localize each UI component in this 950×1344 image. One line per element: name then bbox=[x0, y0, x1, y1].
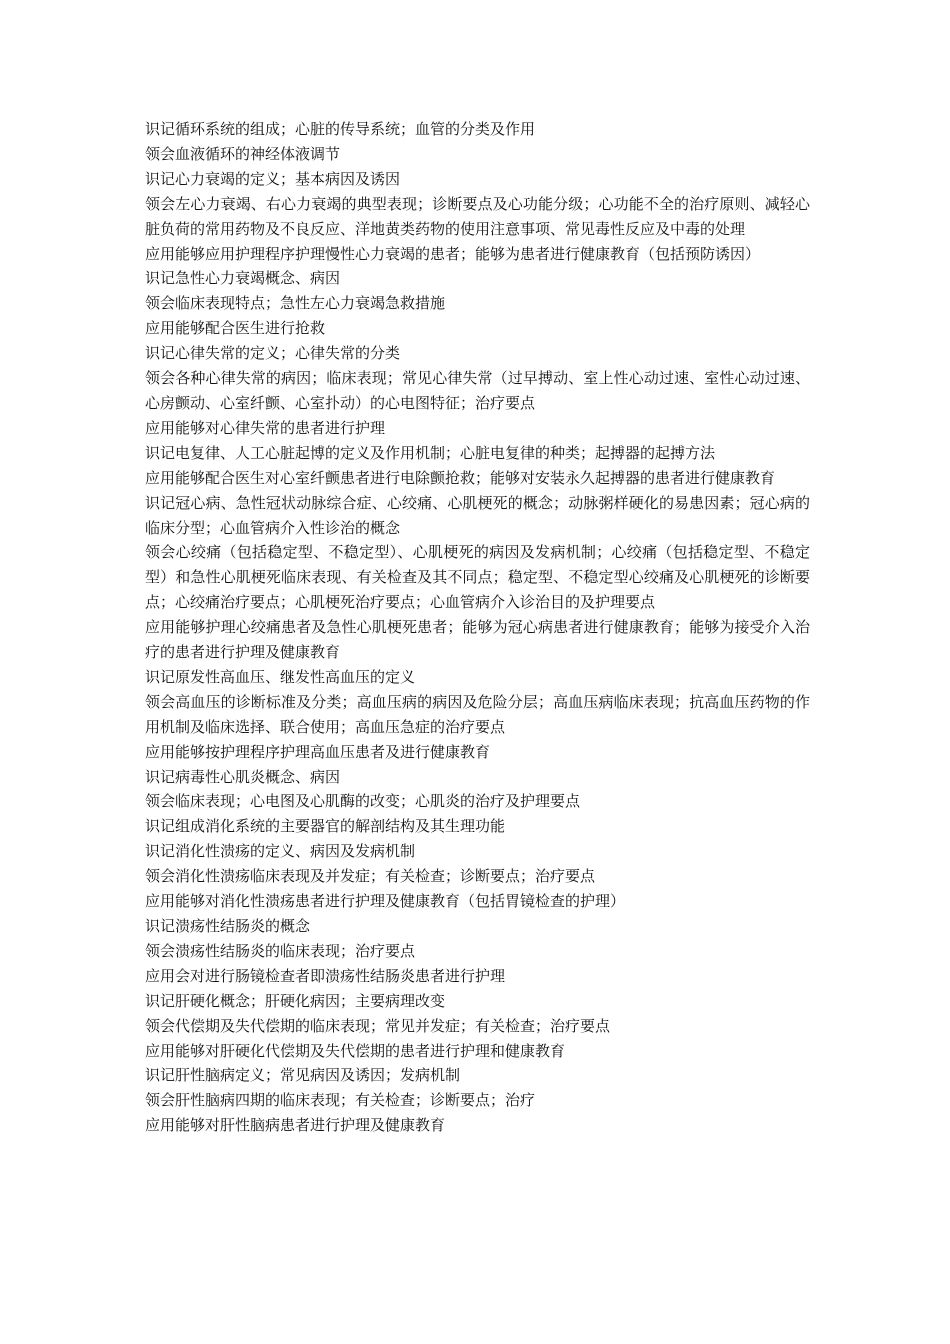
paragraph-blood-circulation-regulation: 领会血液循环的神经体液调节 bbox=[145, 144, 341, 163]
paragraph-peptic-ulcer-definition: 识记消化性溃疡的定义、病因及发病机制 bbox=[145, 842, 416, 861]
paragraph-arrhythmia-ecg: 领会各种心律失常的病因；临床表现；常见心律失常（过早搏动、室上性心动过速、室性心动过速、心房颤动、心室纤颤、心室扑动）的心电图特征；治疗要点 bbox=[145, 369, 810, 412]
paragraph-ulcerative-colitis-manifestations: 领会溃疡性结肠炎的临床表现；治疗要点 bbox=[145, 941, 416, 960]
document-page bbox=[145, 117, 810, 1138]
paragraph-hypertension-definition: 识记原发性高血压、继发性高血压的定义 bbox=[145, 667, 416, 686]
paragraph-cirrhosis-care: 应用能够对肝硬化代偿期及失代偿期的患者进行护理和健康教育 bbox=[145, 1041, 566, 1060]
paragraph-myocarditis-manifestations: 领会临床表现；心电图及心肌酶的改变；心肌炎的治疗及护理要点 bbox=[145, 792, 581, 811]
paragraph-rescue-cooperation: 应用能够配合医生进行抢救 bbox=[145, 319, 326, 338]
paragraph-coronary-disease-concepts: 识记冠心病、急性冠状动脉综合症、心绞痛、心肌梗死的概念；动脉粥样硬化的易患因素；冠心病的临床分型；心血管病介入性诊治的概念 bbox=[145, 493, 810, 537]
paragraph-ulcerative-colitis-concept: 识记溃疡性结肠炎的概念 bbox=[145, 917, 311, 935]
paragraph-peptic-ulcer-care: 应用能够对消化性溃疡患者进行护理及健康教育（包括胃镜检查的护理） bbox=[145, 892, 626, 911]
paragraph-hepatic-encephalopathy-care: 应用能够对肝性脑病患者进行护理及健康教育 bbox=[145, 1116, 446, 1135]
paragraph-digestive-system: 识记组成消化系统的主要器官的解剖结构及其生理功能 bbox=[145, 817, 506, 836]
paragraph-coronary-care: 应用能够护理心绞痛患者及急性心肌梗死患者；能够为冠心病患者进行健康教育；能够为接受介入治疗的患者进行护理及健康教育 bbox=[145, 618, 810, 662]
paragraph-heart-failure-definition: 识记心力衰竭的定义；基本病因及诱因 bbox=[145, 169, 401, 188]
paragraph-hypertension-diagnosis: 领会高血压的诊断标准及分类；高血压病的病因及危险分层；高血压病临床表现；抗高血压药物的作用机制及临床选择、联合使用；高血压急症的治疗要点 bbox=[145, 692, 810, 736]
paragraph-acute-heart-failure-concept: 识记急性心力衰竭概念、病因 bbox=[145, 269, 341, 288]
paragraph-hepatic-encephalopathy-definition: 识记肝性脑病定义；常见病因及诱因；发病机制 bbox=[145, 1066, 461, 1085]
paragraph-myocarditis-concept: 识记病毒性心肌炎概念、病因 bbox=[145, 767, 341, 786]
paragraph-heart-failure-manifestations: 领会左心力衰竭、右心力衰竭的典型表现；诊断要点及心功能分级；心功能不全的治疗原则、减轻心脏负荷的常用药物及不良反应、洋地黄类药物的使用注意事项、常见毒性反应及中毒的处理 bbox=[145, 194, 810, 238]
paragraph-cardioversion-pacing: 识记电复律、人工心脏起博的定义及作用机制；心脏电复律的种类；起搏器的起搏方法 bbox=[145, 443, 716, 462]
paragraph-defibrillation-rescue: 应用能够配合医生对心室纤颤患者进行电除颤抢救；能够对安装永久起搏器的患者进行健康教育 bbox=[145, 468, 776, 487]
paragraph-peptic-ulcer-manifestations: 领会消化性溃疡临床表现及并发症；有关检查；诊断要点；治疗要点 bbox=[145, 867, 596, 886]
paragraph-circulation-system: 识记循环系统的组成；心脏的传导系统；血管的分类及作用 bbox=[145, 120, 536, 138]
paragraph-cirrhosis-concept: 识记肝硬化概念；肝硬化病因；主要病理改变 bbox=[145, 991, 446, 1010]
paragraph-hepatic-encephalopathy-stages: 领会肝性脑病四期的临床表现；有关检查；诊断要点；治疗 bbox=[145, 1091, 536, 1110]
paragraph-colonoscopy-care: 应用会对进行肠镜检查者即溃疡性结肠炎患者进行护理 bbox=[145, 966, 506, 985]
paragraph-chronic-heart-failure-care: 应用能够应用护理程序护理慢性心力衰竭的患者；能够为患者进行健康教育（包括预防诱因） bbox=[145, 244, 761, 263]
paragraph-acute-heart-failure-emergency: 领会临床表现特点；急性左心力衰竭急救措施 bbox=[145, 294, 446, 313]
paragraph-hypertension-care: 应用能够按护理程序护理高血压患者及进行健康教育 bbox=[145, 742, 491, 761]
paragraph-cirrhosis-manifestations: 领会代偿期及失代偿期的临床表现；常见并发症；有关检查；治疗要点 bbox=[145, 1016, 611, 1035]
paragraph-arrhythmia-definition: 识记心律失常的定义；心律失常的分类 bbox=[145, 344, 401, 363]
paragraph-angina-infarction: 领会心绞痛（包括稳定型、不稳定型）、心肌梗死的病因及发病机制；心绞痛（包括稳定型、不稳定型）和急性心肌梗死临床表现、有关检查及其不同点；稳定型、不稳定型心绞痛及心肌梗死的诊断要点；心绞痛治疗要点；心肌梗死治疗要点；心血管病介入诊治目的及护理要点 bbox=[145, 543, 810, 612]
paragraph-arrhythmia-care: 应用能够对心律失常的患者进行护理 bbox=[145, 418, 386, 437]
